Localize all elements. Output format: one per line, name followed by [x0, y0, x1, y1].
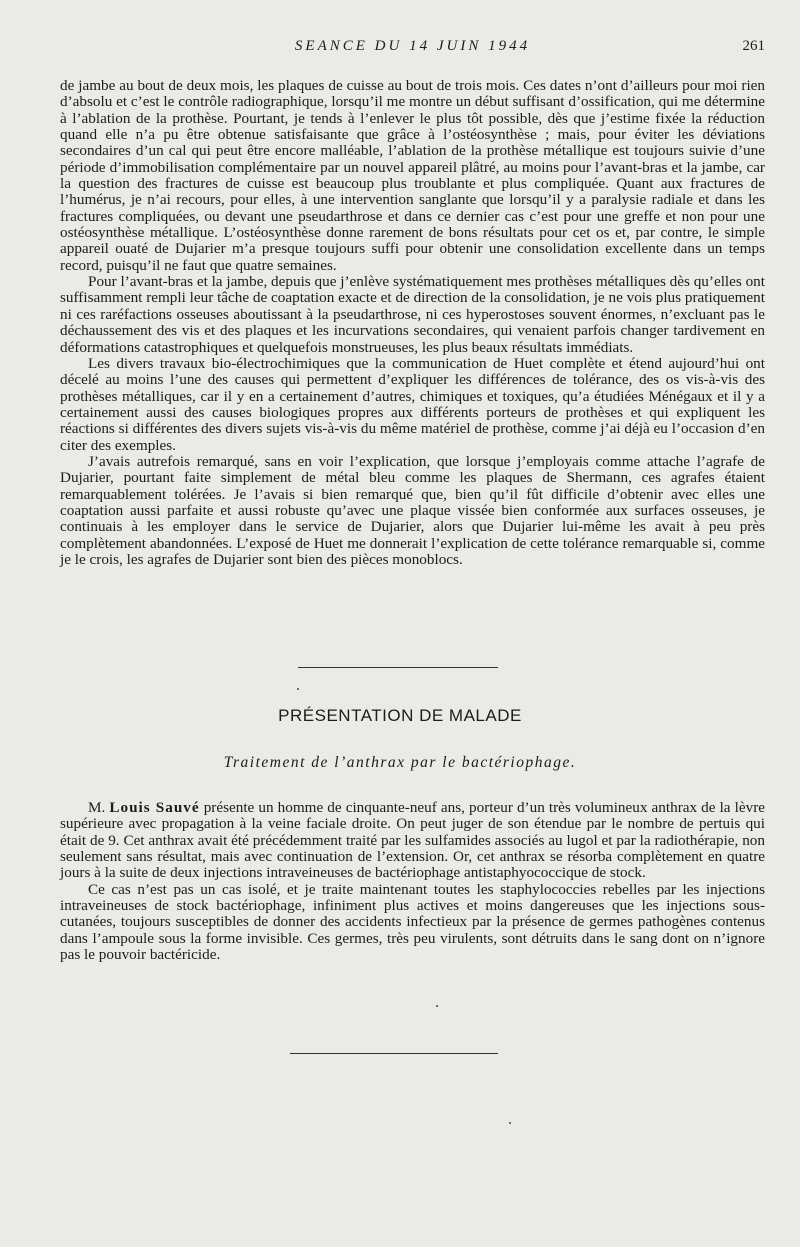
page-number: 261	[742, 38, 765, 54]
running-head	[60, 38, 765, 58]
continued-text	[60, 78, 765, 568]
paragraph: Les divers travaux bio-électrochimiques que la communication de Huet complète et étend aujourd’hui ont décelé au moins l’une des causes qui permettent d’expliquer les différences de tolérance, des os vis-à-vis des prothèses métalliques, car il y en a certainement d’autres, chimiques et toxiques, qu’a étudiées Ménégaux et il y a certainement aussi des causes biologiques propres aux différents porteurs de prothèses et qui expliquent les réactions si différentes des divers sujets vis-à-vis du même matériel de prothèse, comme j’ai déjà eu l’occasion d’en citer des exemples.	[60, 354, 765, 454]
case-presentation-text	[60, 800, 765, 963]
section-divider	[298, 667, 498, 668]
print-speck	[297, 688, 299, 690]
paragraph: de jambe au bout de deux mois, les plaques de cuisse au bout de trois mois. Ces dates n’ont d’ailleurs pour moi rien d’absolu et c’est le contrôle radiographique, lorsqu’il me montre un début suffisant d’ossification, qui me détermine à l’ablation de la prothèse. Pourtant, je tends à l’enlever le plus tôt possible, dès que j’estime fixée la réduction quand elle n’a pu être obtenue satisfaisante que grâce à l’ostéosynthèse ; mais, pour éviter les déviations secondaires d’un cal qui peut être encore malléable, l’ablation de la prothèse métallique est toujours suivie d’une période d’immobilisation complémentaire par un nouvel appareil plâtré, au moins pour l’avant-bras et la jambe, car la question des fractures de cuisse est beaucoup plus troublante et plus compliquée. Quant aux fractures de l’humérus, je n’ai recours, pour elles, à une intervention sanglante que lorsqu’il y a paralysie radiale et dans les fractures compliquées, ou devant une pseudarthrose et dans ce dernier cas c’est pour une greffe et non pour une ostéosynthèse métallique. L’ostéosynthèse donne rarement de bons résultats pour cet os et, par contre, le simple appareil ouaté de Dujarier m’a presque toujours suffi pour obtenir une consolidation excellente dans un temps record, puisqu’il ne faut que quatre semaines.	[60, 77, 765, 274]
end-divider	[290, 1053, 498, 1054]
print-speck	[436, 1005, 438, 1007]
paragraph	[60, 800, 765, 882]
author-name: Louis Sauvé	[109, 799, 200, 816]
paragraph-text: présente un homme de cinquante-neuf ans, porteur d’un très volumineux anthrax de la lèvre supérieure avec propagation à la veine faciale droite. On peut juger de son étendue par le nombre de pertuis qui était de 9. Cet anthrax avait été précédemment traité par les sulfamides associés au lugol et par la radiothérapie, non seulement sans résultat, mais avec continuation de l’extension. Or, cet anthrax se résorba complètement en quatre jours à la suite de deux injections intraveineuses de bactériophage antistaphyococcique de stock.	[60, 799, 765, 882]
print-speck	[509, 1122, 511, 1124]
paragraph: Pour l’avant-bras et la jambe, depuis que j’enlève systématiquement mes prothèses métalliques dès qu’elles ont suffisamment rempli leur tâche de coaptation exacte et de direction de la consolidation, je ne vois plus pratiquement ni ces raréfactions osseuses aboutissant à la pseudarthrose, ni ces hyperostoses souvent énormes, n’excluant pas le déchaussement des vis et des plaques et les incurvations secondaires, qui venaient parfois changer tardivement en déformations catastrophiques et quelquefois monstrueuses, les plus beaux résultats immédiats.	[60, 273, 765, 356]
paragraph: Ce cas n’est pas un cas isolé, et je traite maintenant toutes les staphylococcies rebelles par les injections intraveineuses de stock bactériophage, infiniment plus actives et moins dangereuses que les injections sous-cutanées, toujours susceptibles de donner des accidents infectieux par la présence de germes pathogènes contenus dans l’ampoule sous la forme invisible. Ces germes, très peu virulents, sont détruits dans le sang dont on n’ignore pas le pouvoir bactéricide.	[60, 880, 765, 964]
section-title: PRÉSENTATION DE MALADE	[278, 706, 522, 725]
paragraph-prefix: M.	[88, 799, 110, 816]
section-subtitle: Traitement de l’anthrax par le bactériophage.	[223, 754, 577, 771]
paragraph: J’avais autrefois remarqué, sans en voir l’explication, que lorsque j’employais comme attache l’agrafe de Dujarier, pourtant faite simplement de métal bleu comme les plaques de Shermann, ces agrafes étaient remarquablement tolérées. Je l’avais si bien remarqué que, bien qu’il fût difficile d’obtenir avec elles une coaptation aussi parfaite et aussi robuste qu’avec une plaque vissée bien conformée aux surfaces osseuses, je continuais à les employer dans le service de Dujarier, alors que Dujarier lui-même les avait à peu près complètement abandonnées. L’exposé de Huet me donnerait l’explication de cette tolérance remarquable si, comme je le crois, les agrafes de Dujarier sont bien des pièces monoblocs.	[60, 452, 765, 568]
running-title: SEANCE DU 14 JUIN 1944	[294, 38, 531, 54]
